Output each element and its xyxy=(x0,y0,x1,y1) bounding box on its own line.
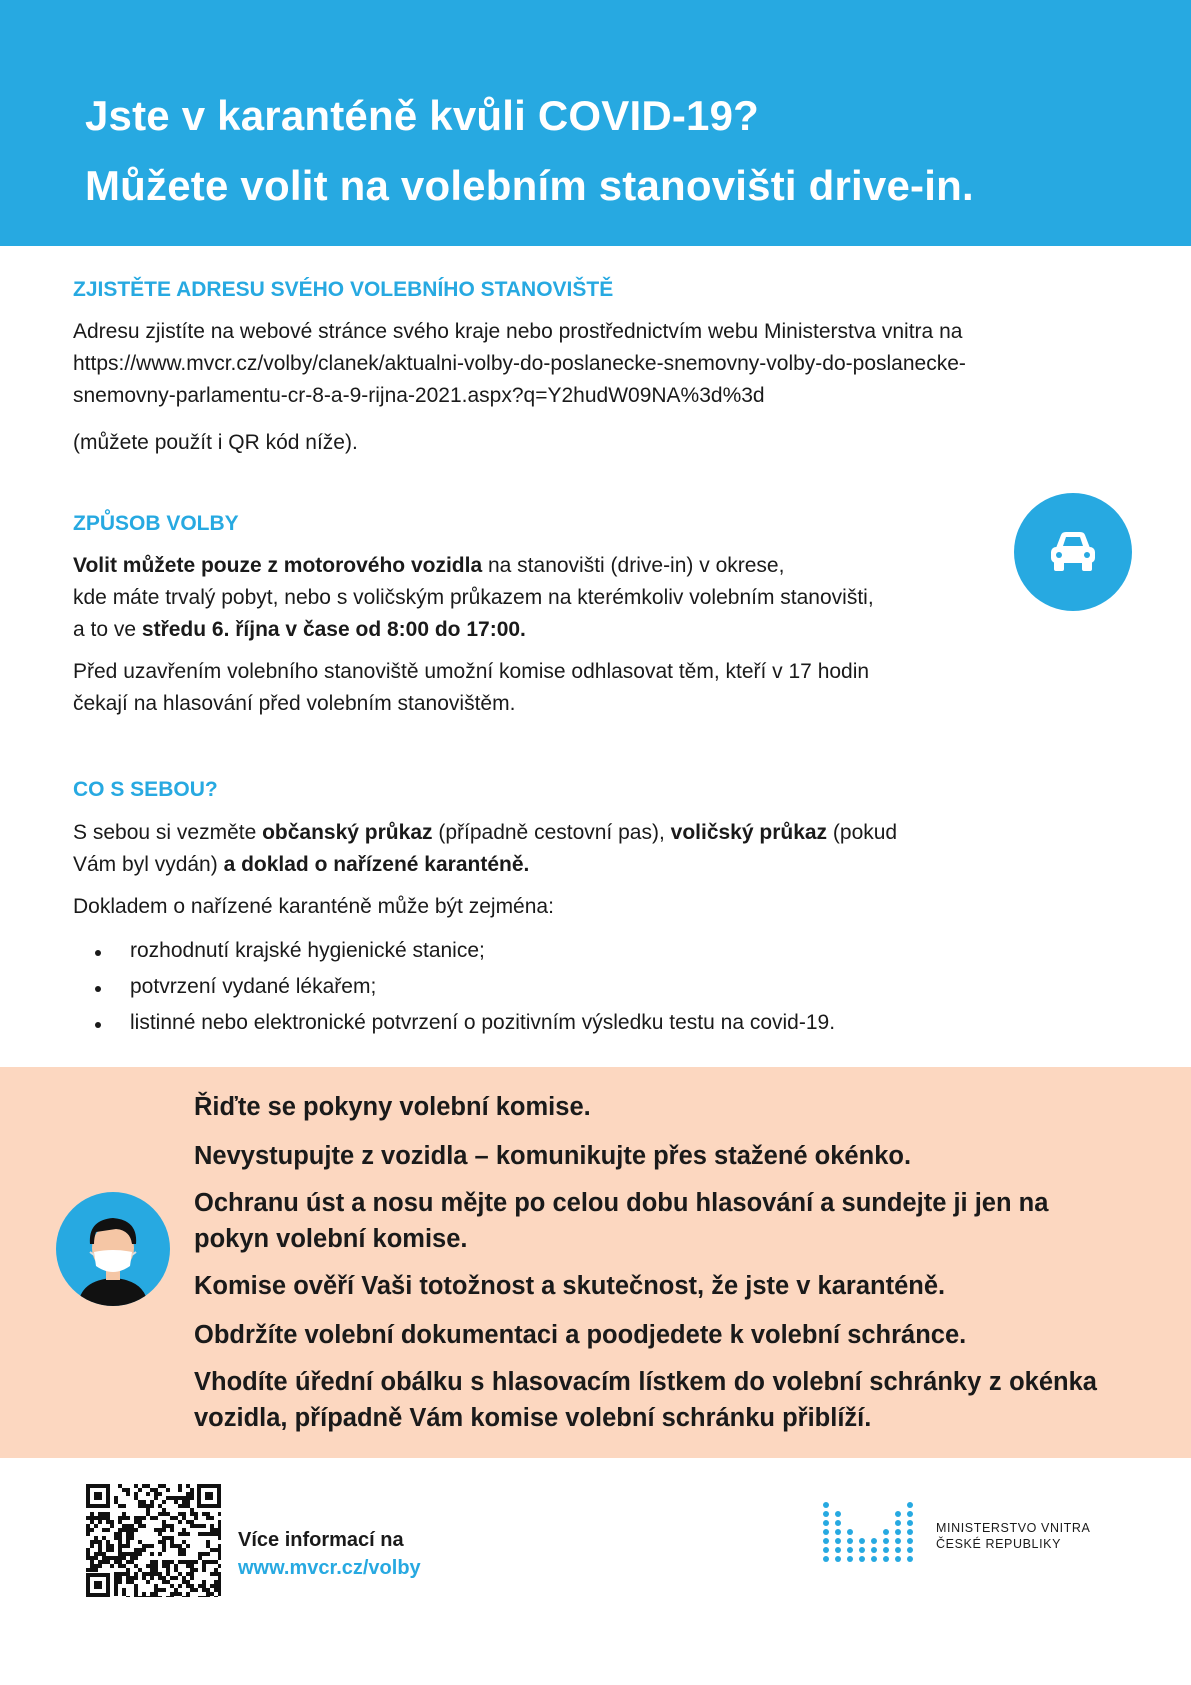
method-bold: Volit můžete pouze z motorového vozidla xyxy=(73,554,483,577)
headline-statement: Můžete volit na volebním stanovišti drive-in. xyxy=(85,162,974,209)
section-title-bring: CO S SEBOU? xyxy=(73,778,218,801)
qr-note: (můžete použít i QR kód níže). xyxy=(73,431,358,454)
bring-text: S sebou si vezměte xyxy=(73,821,263,844)
bring-bold: voličský průkaz xyxy=(670,821,828,844)
more-info-link[interactable]: www.mvcr.cz/volby xyxy=(238,1557,421,1579)
masked-person-icon xyxy=(56,1192,170,1306)
address-line: Adresu zjistíte na webové stránce svého kraje nebo prostřednictvím webu Ministerstva vnitra na xyxy=(73,320,963,343)
qr-code[interactable] xyxy=(86,1484,221,1597)
more-info-label: Více informací na xyxy=(238,1529,404,1551)
car-icon xyxy=(1014,493,1132,611)
proof-intro: Dokladem o nařízené karanténě může být zejména: xyxy=(73,895,554,918)
bring-text: (pokud xyxy=(827,821,898,844)
section-title-method: ZPŮSOB VOLBY xyxy=(73,512,239,535)
proof-list xyxy=(73,935,835,1043)
method-text: a to ve xyxy=(73,618,142,641)
closing-paragraph xyxy=(73,656,869,720)
method-text: na stanovišti (drive-in) v okrese, xyxy=(482,554,785,577)
address-paragraph xyxy=(73,316,1133,412)
closing-text: Před uzavřením volebního stanoviště umožní komise odhlasovat těm, kteří v 17 hodin xyxy=(73,660,870,683)
address-url-line[interactable]: snemovny-parlamentu-cr-8-a-9-rijna-2021.aspx?q=Y2hudW09NA%3d%3d xyxy=(73,384,765,407)
method-paragraph xyxy=(73,550,874,646)
ministry-logo-icon xyxy=(820,1495,920,1565)
ministry-logo-text xyxy=(936,1520,1090,1552)
list-item: potvrzení vydané lékařem; xyxy=(73,971,835,1007)
instruction-item: Komise ověří Vaši totožnost a skutečnost, že jste v karanténě. xyxy=(194,1272,946,1300)
section-title-address: ZJISTĚTE ADRESU SVÉHO VOLEBNÍHO STANOVIŠTĚ xyxy=(73,278,614,301)
instruction-item: Vhodíte úřední obálku s hlasovacím lístkem do volební schránky z okénka vozidla, případně Vám komise volební schránku přiblíží. xyxy=(194,1368,1097,1432)
bring-text: (případně cestovní pas), xyxy=(432,821,671,844)
address-url-line[interactable]: https://www.mvcr.cz/volby/clanek/aktualni-volby-do-poslanecke-snemovny-volby-do-poslanecke- xyxy=(73,352,966,375)
header-banner xyxy=(0,0,1191,246)
bring-text: Vám byl vydán) xyxy=(73,853,224,876)
logo-line: ČESKÉ REPUBLIKY xyxy=(936,1537,1062,1551)
method-time: středu 6. října v čase od 8:00 do 17:00. xyxy=(141,618,526,641)
instruction-item: Nevystupujte z vozidla – komunikujte přes stažené okénko. xyxy=(194,1142,912,1170)
logo-line: MINISTERSTVO VNITRA xyxy=(936,1521,1091,1535)
method-text: kde máte trvalý pobyt, nebo s voličským průkazem na kterémkoliv volebním stanovišti, xyxy=(73,586,874,609)
bring-bold: občanský průkaz xyxy=(262,821,433,844)
closing-text: čekají na hlasování před volebním stanovištěm. xyxy=(73,692,516,715)
bring-bold: a doklad o nařízené karanténě. xyxy=(223,853,530,876)
instruction-item: Obdržíte volební dokumentaci a poodjedete k volební schránce. xyxy=(194,1321,967,1349)
list-item: listinné nebo elektronické potvrzení o pozitivním výsledku testu na covid-19. xyxy=(73,1007,835,1043)
headline-question: Jste v karanténě kvůli COVID-19? xyxy=(85,92,760,139)
list-item: rozhodnutí krajské hygienické stanice; xyxy=(73,935,835,971)
bring-paragraph xyxy=(73,817,897,881)
instruction-item: Řiďte se pokyny volební komise. xyxy=(194,1093,591,1121)
instruction-item: Ochranu úst a nosu mějte po celou dobu hlasování a sundejte ji jen na pokyn volební komise. xyxy=(194,1189,1049,1253)
